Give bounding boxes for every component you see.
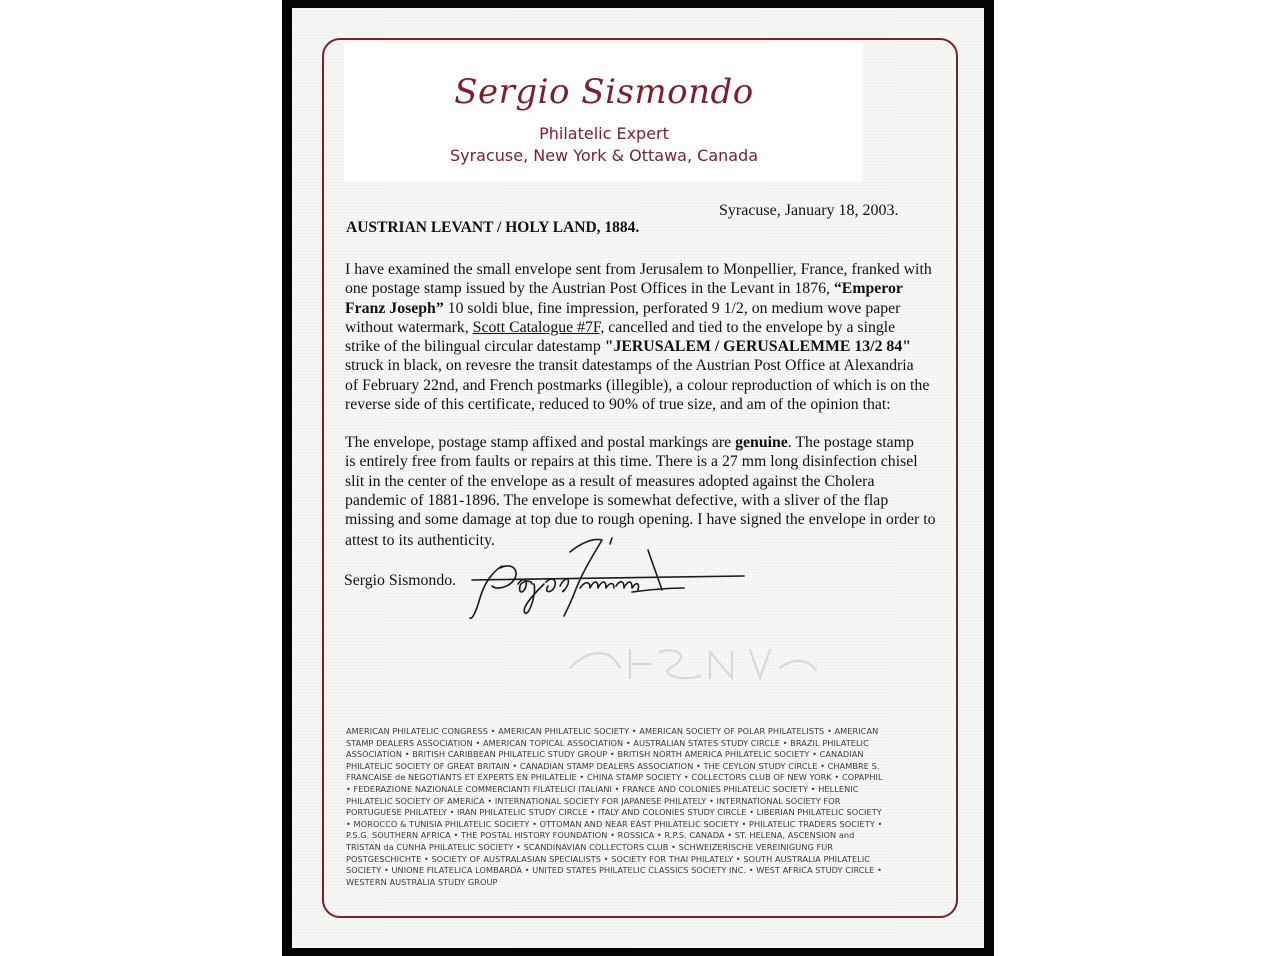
text-line: strike of the bilingual circular datestamp "JERUSALEM / GERUSALEMME 13/2 84" bbox=[345, 338, 911, 356]
text-line: pandemic of 1881-1896. The envelope is somewhat defective, with a sliver of the flap bbox=[345, 491, 889, 509]
certificate-heading: AUSTRIAN LEVANT / HOLY LAND, 1884. bbox=[346, 219, 640, 236]
affiliation-line: PORTUGUESE PHILATELY • IRAN PHILATELIC STUDY CIRCLE • ITALY AND COLONIES STUDY CIRCLE • LIBERIAN PHILATELIC SOCIETY bbox=[346, 807, 882, 818]
affiliation-line: WESTERN AUSTRALIA STUDY GROUP bbox=[346, 876, 498, 887]
text-line: without watermark, Scott Catalogue #7F, cancelled and tied to the envelope by a single bbox=[345, 318, 896, 336]
affiliation-line: • MOROCCO & TUNISIA PHILATELIC SOCIETY • OTTOMAN AND NEAR EAST PHILATELIC SOCIETY • PHILATELIC TRADERS SOCIETY • bbox=[346, 818, 883, 829]
affiliation-line: • FEDERAZIONE NAZIONALE COMMERCIANTI FILATELICI ITALIANI • FRANCE AND COLONIES PHILATELIC SOCIETY • HELLENIC bbox=[346, 783, 859, 794]
letterhead bbox=[344, 42, 862, 182]
catalogue-reference: Scott Catalogue #7F, bbox=[472, 318, 605, 336]
text-line: one postage stamp issued by the Austrian Post Offices in the Levant in 1876, “Emperor bbox=[345, 280, 903, 298]
signer-name: Sergio Sismondo. bbox=[344, 572, 457, 589]
text-line: of February 22nd, and French postmarks (illegible), a colour reproduction of which is on the bbox=[345, 376, 930, 394]
affiliation-line: PHILATELIC SOCIETY OF GREAT BRITAIN • CANADIAN STAMP DEALERS ASSOCIATION • THE CEYLON STUDY CIRCLE • CHAMBRE S. bbox=[346, 760, 880, 771]
text-line: reverse side of this certificate, reduced to 90% of true size, and am of the opinion that: bbox=[345, 396, 891, 414]
letterhead-title: Philatelic Expert bbox=[539, 124, 669, 143]
affiliation-line: ASSOCIATION • BRITISH CARIBBEAN PHILATELIC STUDY GROUP • BRITISH NORTH AMERICA PHILATELIC SOCIETY • CANADIAN bbox=[346, 749, 864, 760]
text-line: is entirely free from faults or repairs at this time. There is a 27 mm long disinfection chisel bbox=[345, 453, 918, 471]
handwritten-signature bbox=[462, 532, 752, 628]
affiliation-line: P.S.G. SOUTHERN AFRICA • THE POSTAL HISTORY FOUNDATION • ROSSICA • R.P.S. CANADA • ST. HELENA, ASCENSION and bbox=[346, 830, 855, 841]
certificate-date: Syracuse, January 18, 2003. bbox=[719, 202, 899, 219]
affiliation-line: STAMP DEALERS ASSOCIATION • AMERICAN TOPICAL ASSOCIATION • AUSTRALIAN STATES STUDY CIRCLE • BRAZIL PHILATELIC bbox=[346, 737, 869, 748]
letterhead-location: Syracuse, New York & Ottawa, Canada bbox=[449, 146, 759, 165]
genuine-verdict: genuine bbox=[735, 434, 788, 451]
affiliation-line: TRISTAN da CUNHA PHILATELIC SOCIETY • SCANDINAVIAN COLLECTORS CLUB • SCHWEIZERISCHE VEREINIGUNG FUR bbox=[346, 841, 834, 852]
affiliation-line: PHILATELIC SOCIETY OF AMERICA • INTERNATIONAL SOCIETY FOR JAPANESE PHILATELY • INTERNATIONAL SOCIETY FOR bbox=[346, 795, 841, 806]
text-line: slit in the center of the envelope as a result of measures adopted against the Cholera bbox=[345, 472, 875, 490]
text-line: I have examined the small envelope sent from Jerusalem to Monpellier, France, franked with bbox=[345, 261, 932, 278]
examination-paragraph bbox=[345, 260, 945, 414]
text-line: The envelope, postage stamp affixed and postal markings are genuine. The postage stamp bbox=[345, 434, 914, 451]
affiliations-list bbox=[346, 726, 930, 888]
faint-show-through-stamp bbox=[560, 628, 830, 688]
affiliation-line: FRANCAISE de NEGOTIANTS ET EXPERTS EN PHILATELIE • CHINA STAMP SOCIETY • COLLECTORS CLUB OF NEW YORK • COPAPHIL bbox=[346, 772, 883, 783]
text-line: missing and some damage at top due to rough opening. I have signed the envelope in order to bbox=[345, 511, 936, 529]
letterhead-name: Sergio Sismondo bbox=[454, 72, 754, 112]
text-line: attest to its authenticity. bbox=[345, 532, 495, 550]
affiliation-line: SOCIETY • UNIONE FILATELICA LOMBARDA • UNITED STATES PHILATELIC CLASSICS SOCIETY INC. • WEST AFRICA STUDY CIRCLE • bbox=[346, 865, 882, 876]
text-line: Franz Joseph” 10 soldi blue, fine impression, perforated 9 1/2, on medium wove paper bbox=[345, 299, 901, 317]
affiliation-line: AMERICAN PHILATELIC CONGRESS • AMERICAN PHILATELIC SOCIETY • AMERICAN SOCIETY OF POLAR PHILATELISTS • AMERICAN bbox=[346, 726, 879, 736]
text-line: struck in black, on revesre the transit datestamps of the Austrian Post Office at Alexandria bbox=[345, 357, 914, 375]
datestamp-text: "JERUSALEM / GERUSALEMME 13/2 84" bbox=[604, 338, 911, 356]
affiliation-line: POSTGESCHICHTE • SOCIETY OF AUSTRALASIAN SPECIALISTS • SOCIETY FOR THAI PHILATELY • SOUTH AUSTRALIA PHILATELIC bbox=[346, 853, 871, 864]
